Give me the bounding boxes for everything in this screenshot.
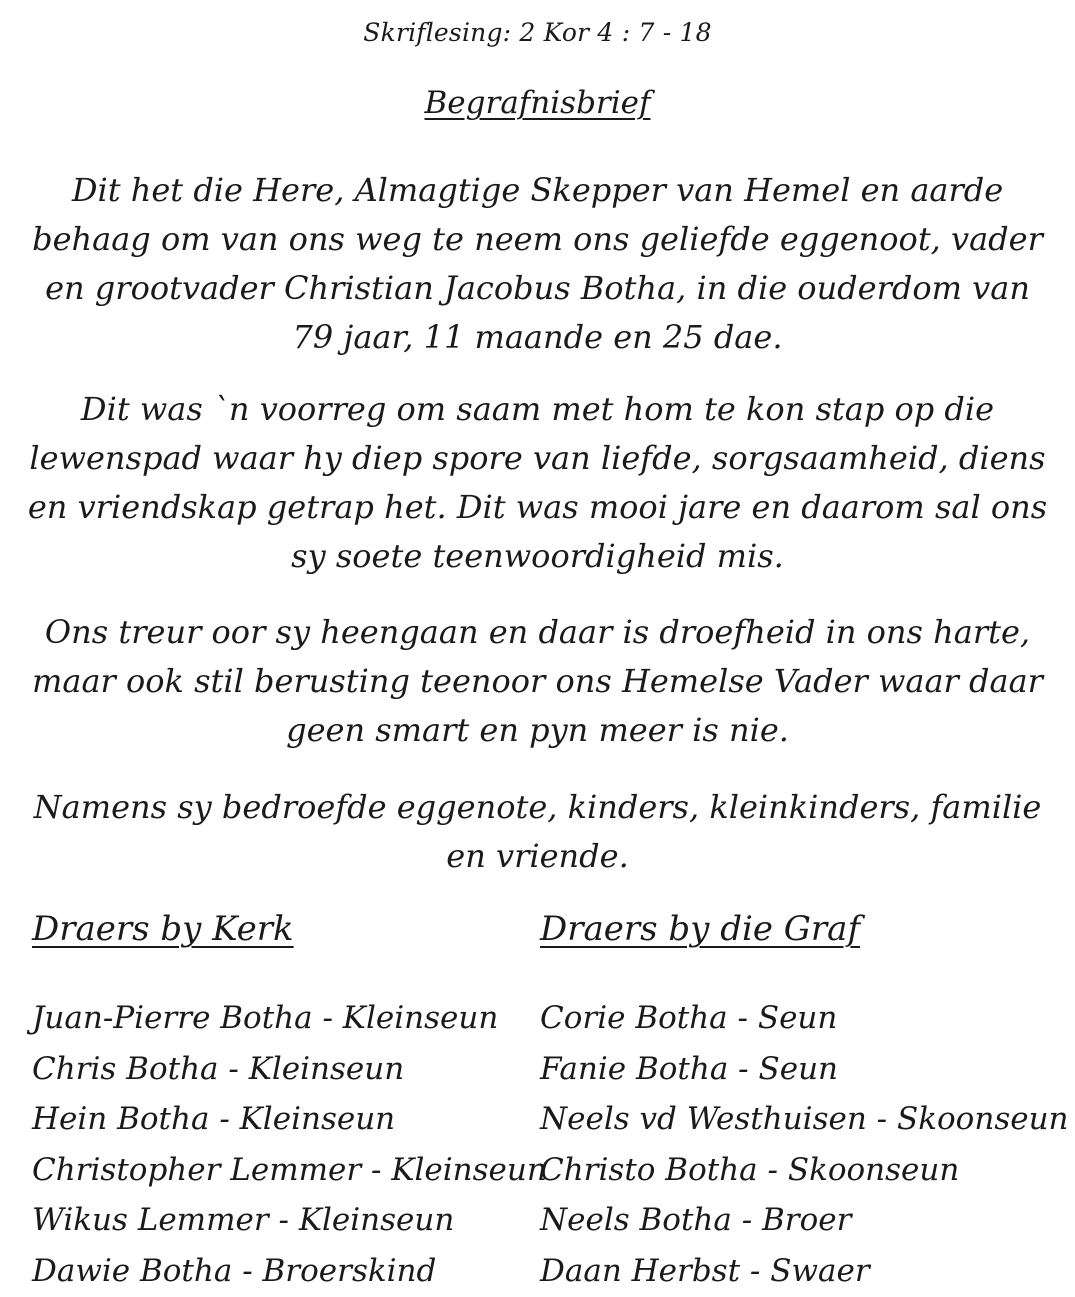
list-item: Daan Herbst - Swaer (540, 1252, 870, 1289)
bearers-church-section (32, 905, 547, 1297)
notice-paragraph-2: Dit was `n voorreg om saam met hom te kon stap op die lewenspad waar hy diep spore van liefde, sorgsaamheid, diens en vriendskap getrap het. Dit was mooi jare en daarom sal ons sy soete teenwoordigheid mis. (27, 390, 1048, 575)
bearers-grave-list (540, 993, 1069, 1297)
bearers-grave-heading: Draers by die Graf (540, 909, 861, 949)
list-item: Christo Botha - Skoonseun (540, 1151, 960, 1188)
list-item: Neels Botha - Broer (540, 1202, 852, 1239)
list-item: Chris Botha - Kleinseun (32, 1050, 405, 1087)
notice-paragraph-4: Namens sy bedroefde eggenote, kinders, kleinkinders, familie en vriende. (33, 788, 1042, 875)
bearers-church-list (32, 993, 547, 1297)
list-item: Wikus Lemmer - Kleinseun (32, 1202, 455, 1239)
scripture-reading: Skriflesing: 2 Kor 4 : 7 - 18 (363, 18, 712, 47)
list-item: Dawie Botha - Broerskind (32, 1252, 437, 1289)
notice-paragraph-3: Ons treur oor sy heengaan en daar is droefheid in ons harte, maar ook stil berusting teenoor ons Hemelse Vader waar daar geen smart en pyn meer is nie. (32, 613, 1043, 749)
list-item: Fanie Botha - Seun (540, 1050, 839, 1087)
bearers-church-heading: Draers by Kerk (32, 909, 294, 949)
list-item: Corie Botha - Seun (540, 1000, 838, 1036)
notice-paragraph-1: Dit het die Here, Almagtige Skepper van Hemel en aarde behaag om van ons weg te neem ons geliefde eggenoot, vader en grootvader Christian Jacobus Botha, in die ouderdom van 79 jaar, 11 maande en 25 dae. (32, 171, 1043, 356)
page-title: Begrafnisbrief (424, 85, 651, 121)
bearers-grave-section (540, 905, 1069, 1297)
list-item: Neels vd Westhuisen - Skoonseun (540, 1101, 1069, 1138)
list-item: Christopher Lemmer - Kleinseun (32, 1151, 547, 1188)
list-item: Hein Botha - Kleinseun (32, 1101, 396, 1138)
list-item: Juan-Pierre Botha - Kleinseun (32, 1000, 499, 1036)
